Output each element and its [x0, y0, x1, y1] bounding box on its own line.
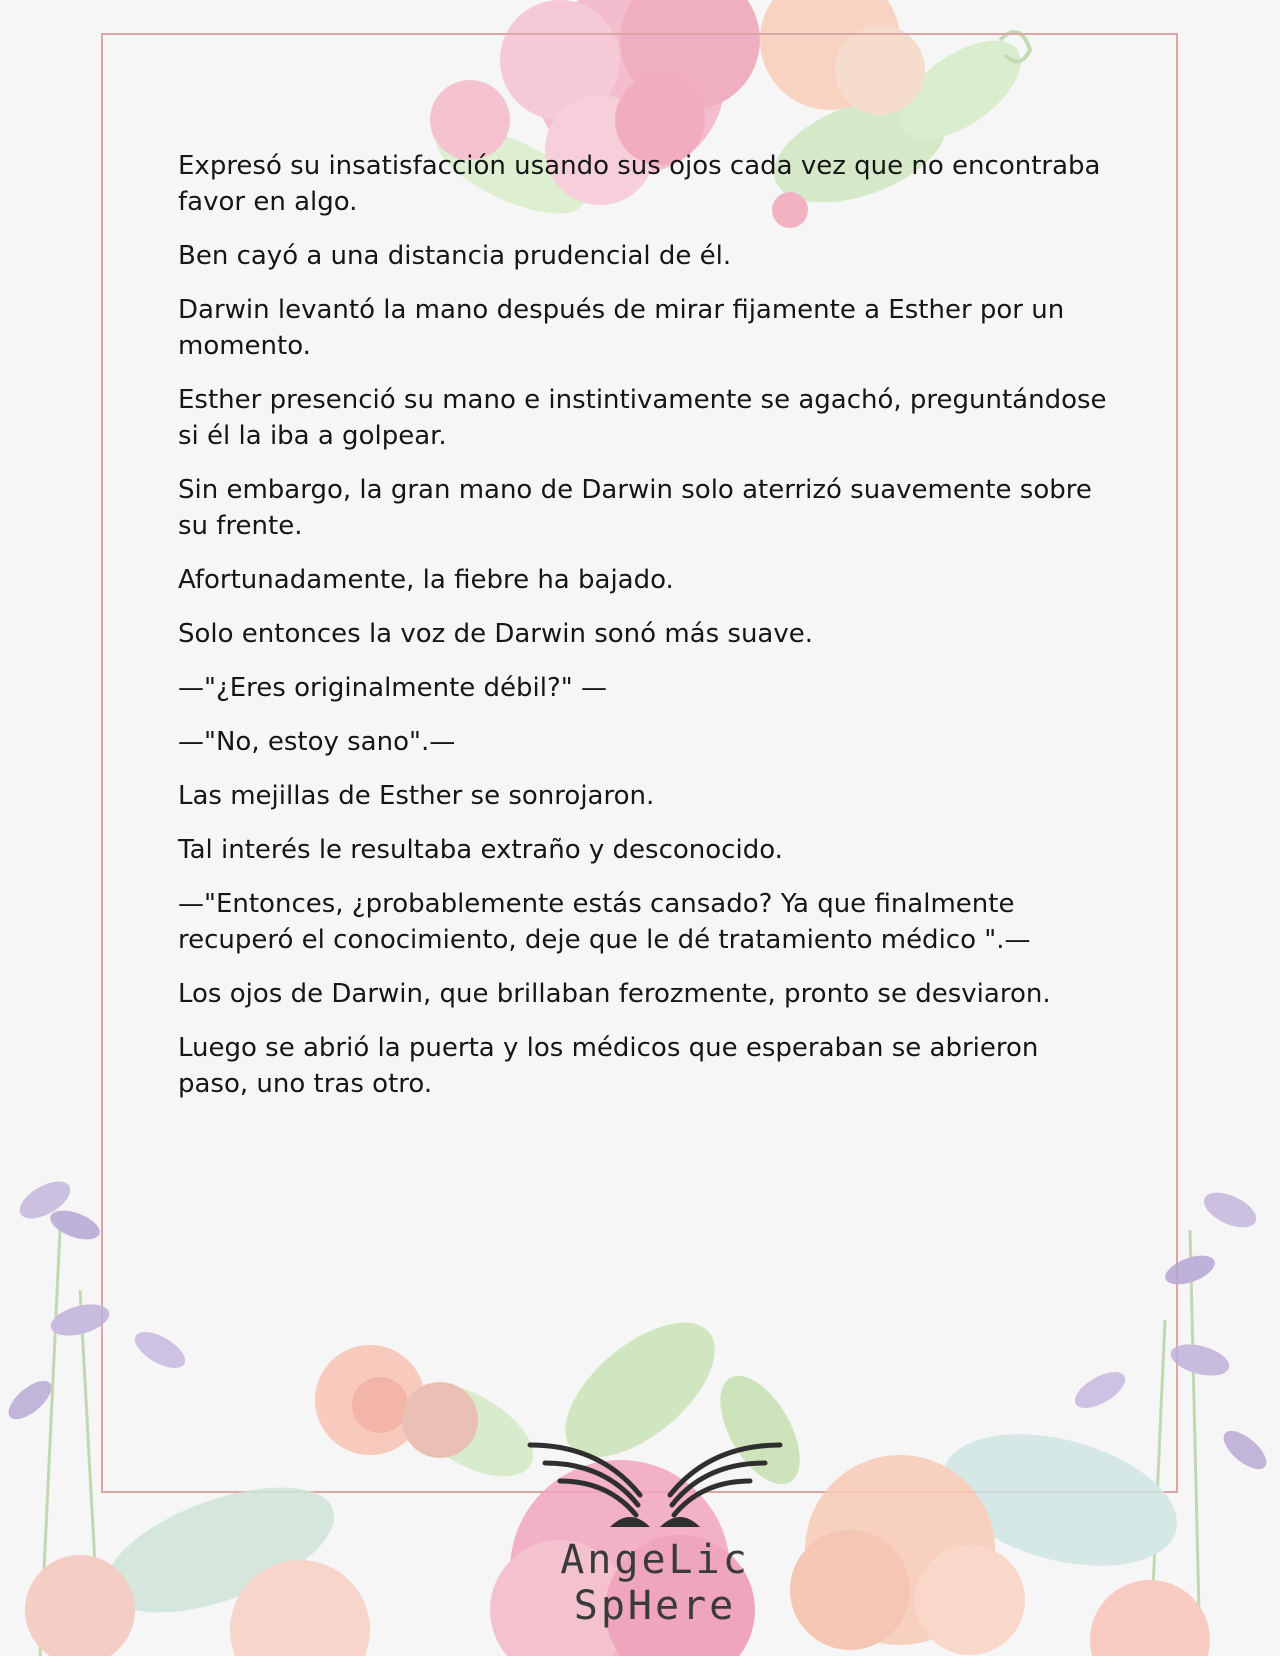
paragraph: Afortunadamente, la fiebre ha bajado.	[178, 565, 674, 595]
paragraph: Solo entonces la voz de Darwin sonó más suave.	[178, 619, 814, 649]
paragraph: —"No, estoy sano".—	[178, 727, 456, 757]
paragraph: Las mejillas de Esther se sonrojaron.	[178, 781, 655, 811]
paragraph: Los ojos de Darwin, que brillaban ferozmente, pronto se desviaron.	[178, 979, 1051, 1009]
logo-wordmark: AngeLic SpHere	[560, 1537, 750, 1629]
paragraph: Ben cayó a una distancia prudencial de él.	[178, 241, 732, 271]
paragraph: Luego se abrió la puerta y los médicos que esperaban se abrieron paso, uno tras otro.	[178, 1033, 1039, 1099]
paragraph: Darwin levantó la mano después de mirar fijamente a Esther por un momento.	[178, 295, 1065, 361]
paragraph: Sin embargo, la gran mano de Darwin solo aterrizó suavemente sobre su frente.	[178, 475, 1092, 541]
paragraph: Esther presenció su mano e instintivamente se agachó, preguntándose si él la iba a golpear.	[178, 385, 1107, 451]
paragraph: Tal interés le resultaba extraño y desconocido.	[178, 835, 783, 865]
angel-wings-logo-icon	[490, 1435, 820, 1535]
paragraph: —"Entonces, ¿probablemente estás cansado? Ya que finalmente recuperó el conocimiento, deje que le dé tratamiento médico ".—	[178, 889, 1031, 955]
paragraph: Expresó su insatisfacción usando sus ojos cada vez que no encontraba favor en algo.	[178, 151, 1101, 217]
chapter-text	[178, 148, 1108, 1120]
angelic-sphere-logo	[490, 1435, 820, 1629]
paragraph: —"¿Eres originalmente débil?" —	[178, 673, 608, 703]
